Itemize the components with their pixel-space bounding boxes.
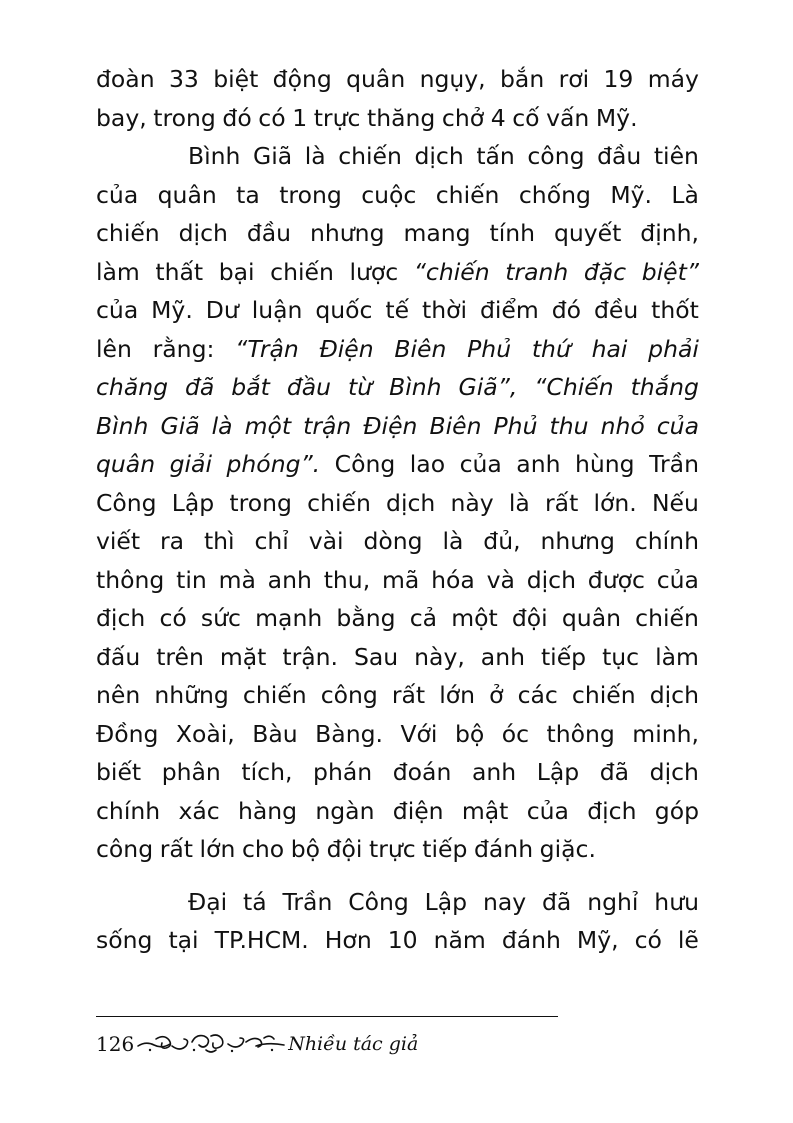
- text-line: lên rằng: “Trận Điện Biên Phủ thứ hai phải: [96, 334, 699, 363]
- text-line: Đại tá Trần Công Lập nay đã nghỉ hưu: [188, 887, 699, 916]
- text-line: chăng đã bắt đầu từ Bình Giã”, “Chiến thắng: [96, 373, 699, 401]
- text-line: Đồng Xoài, Bàu Bàng. Với bộ óc thông minh,: [96, 719, 699, 748]
- page-number: 126: [96, 1032, 135, 1056]
- text-line: đấu trên mặt trận. Sau này, anh tiếp tục làm: [96, 642, 699, 671]
- text-line: biết phân tích, phán đoán anh Lập đã dịch: [96, 758, 699, 786]
- footer-rule: [96, 1016, 558, 1017]
- text-line: Bình Giã là chiến dịch tấn công đầu tiên: [188, 142, 699, 170]
- paragraph-1: [96, 60, 699, 137]
- text-line: thông tin mà anh thu, mã hóa và dịch được của: [96, 565, 699, 594]
- text-line: của Mỹ. Dư luận quốc tế thời điểm đó đều thốt: [96, 296, 699, 324]
- text-line: đoàn 33 biệt động quân ngụy, bắn rơi 19 máy: [96, 65, 699, 93]
- paragraph-3: [96, 883, 699, 960]
- text-line: Công Lập trong chiến dịch này là rất lớn. Nếu: [96, 488, 699, 517]
- text-line: bay, trong đó có 1 trực thăng chở 4 cố vấn Mỹ.: [96, 103, 638, 132]
- page-footer: [96, 1028, 418, 1060]
- text-line: công rất lớn cho bộ đội trực tiếp đánh giặc.: [96, 835, 596, 863]
- body-text: [96, 60, 699, 960]
- text-line: chiến dịch đầu nhưng mang tính quyết định,: [96, 219, 699, 247]
- scroll-ornament-icon: [136, 1030, 286, 1058]
- text-line: viết ra thì chỉ vài dòng là đủ, nhưng chính: [96, 527, 699, 555]
- text-line: chính xác hàng ngàn điện mật của địch góp: [96, 796, 699, 825]
- text-line: địch có sức mạnh bằng cả một đội quân chiến: [96, 604, 699, 632]
- text-line: sống tại TP.HCM. Hơn 10 năm đánh Mỹ, có lẽ: [96, 926, 699, 954]
- paragraph-2: [96, 137, 699, 869]
- text-line: Bình Giã là một trận Điện Biên Phủ thu nhỏ của: [96, 411, 699, 440]
- text-line: làm thất bại chiến lược “chiến tranh đặc biệt”: [96, 257, 699, 286]
- book-credit: Nhiều tác giả: [288, 1033, 419, 1055]
- text-line: nên những chiến công rất lớn ở các chiến dịch: [96, 681, 699, 709]
- text-line: quân giải phóng”. Công lao của anh hùng Trần: [96, 450, 699, 478]
- text-line: của quân ta trong cuộc chiến chống Mỹ. Là: [96, 180, 699, 209]
